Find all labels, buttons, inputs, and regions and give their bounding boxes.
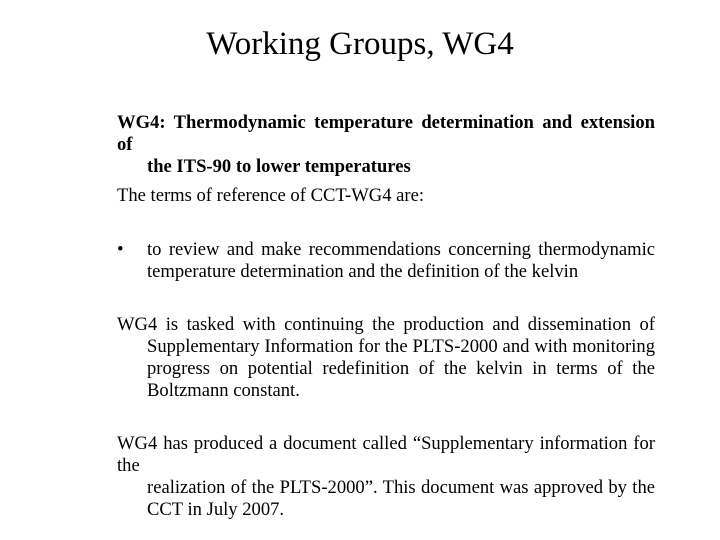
paragraph-line: realization of the PLTS-2000”. This document was approved by the [147, 477, 655, 498]
bullet-line: to review and make recommendations concerning thermodynamic [147, 239, 655, 260]
slide-title: Working Groups, WG4 [206, 26, 514, 62]
paragraph-document [117, 433, 655, 521]
terms-intro-text: The terms of reference of CCT-WG4 are: [117, 185, 425, 206]
wg4-heading [117, 112, 655, 178]
paragraph-line: Supplementary Information for the PLTS-2000 and with monitoring [147, 336, 655, 357]
bullet-item [117, 239, 655, 283]
paragraph-production [117, 314, 655, 402]
paragraph-line: Boltzmann constant. [147, 380, 300, 401]
terms-intro [117, 185, 655, 207]
paragraph-line: CCT in July 2007. [147, 499, 285, 520]
heading-line: the ITS-90 to lower temperatures [147, 156, 411, 177]
heading-line: WG4: Thermodynamic temperature determination and extension of [117, 112, 655, 155]
bullet-icon: • [117, 239, 124, 260]
paragraph-line: WG4 has produced a document called “Supplementary information for the [117, 433, 655, 476]
paragraph-line: WG4 is tasked with continuing the production and dissemination of [117, 314, 655, 335]
bullet-line: temperature determination and the definition of the kelvin [147, 261, 579, 282]
paragraph-line: progress on potential redefinition of the kelvin in terms of the [147, 358, 655, 379]
